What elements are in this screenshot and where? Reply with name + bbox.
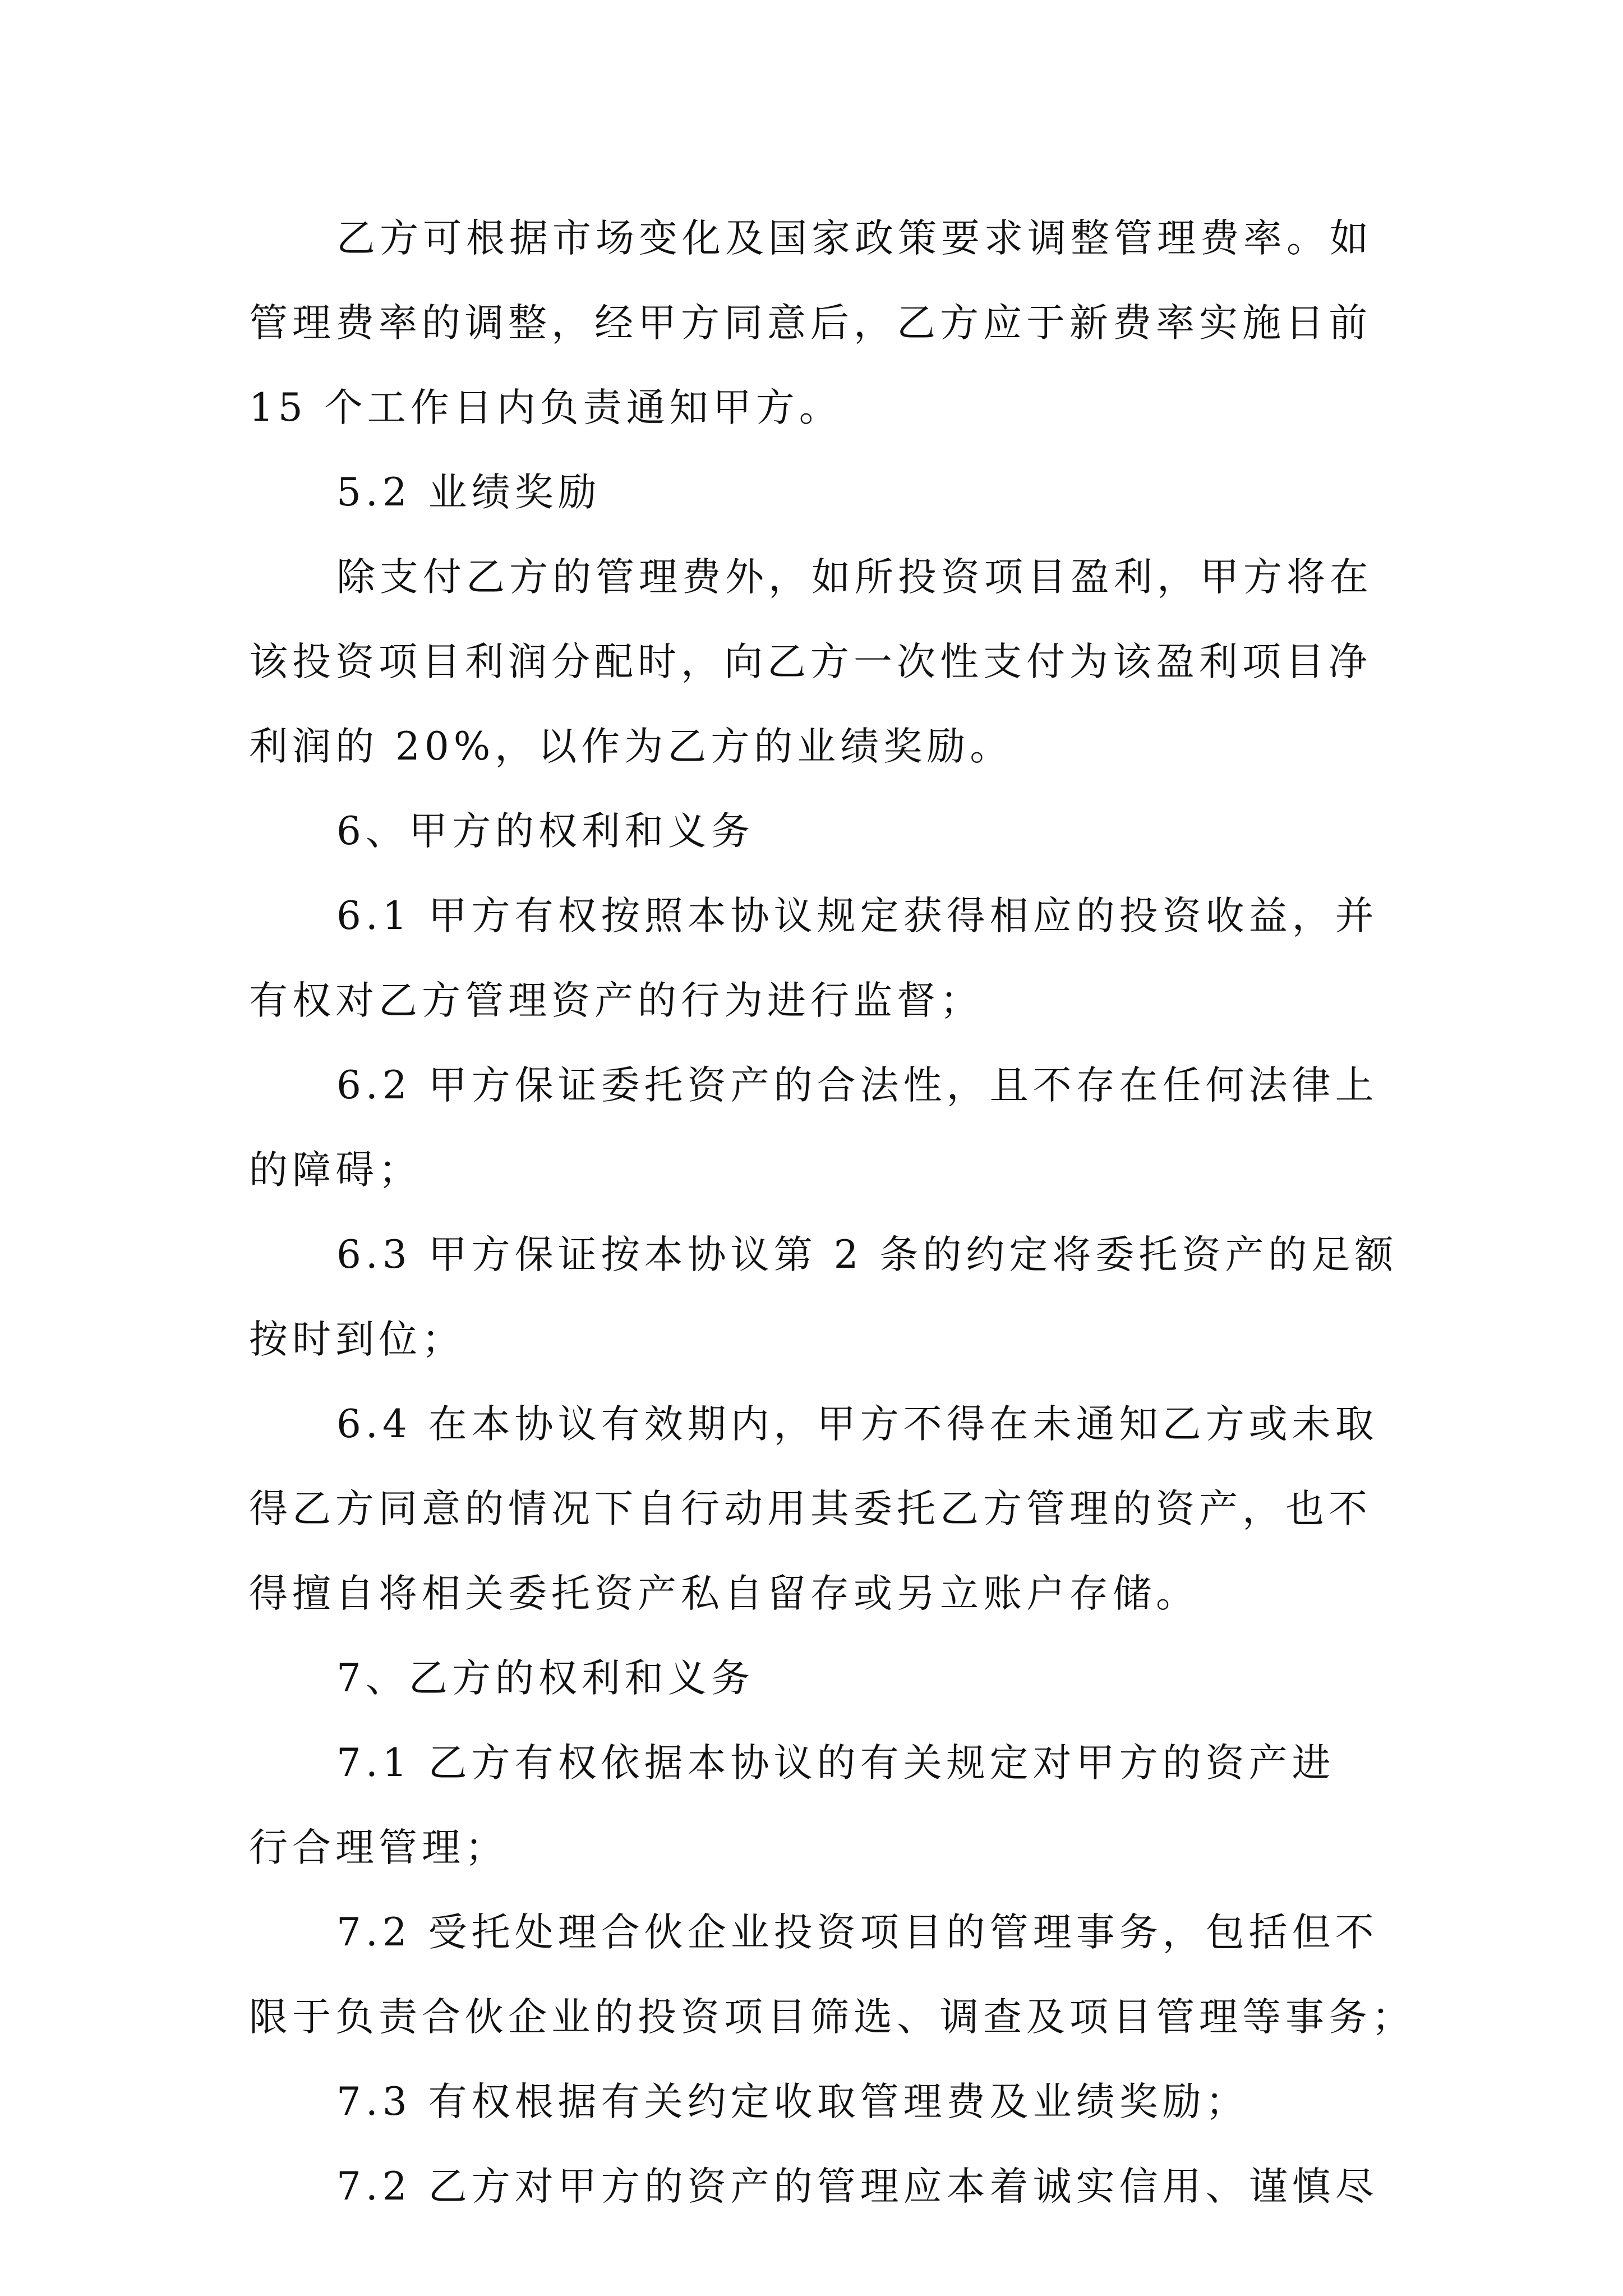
paragraph-line: 利润的 20%，以作为乙方的业绩奖励。 <box>249 724 1013 769</box>
paragraph-line: 除支付乙方的管理费外，如所投资项目盈利，甲方将在 <box>336 555 1373 600</box>
paragraph-line: 乙方可根据市场变化及国家政策要求调整管理费率。如 <box>336 216 1373 261</box>
paragraph-line: 行合理管理； <box>249 1825 508 1870</box>
paragraph-line: 该投资项目利润分配时，向乙方一次性支付为该盈利项目净 <box>249 639 1372 684</box>
paragraph-line: 6.2 甲方保证委托资产的合法性，且不存在任何法律上 <box>336 1063 1378 1108</box>
paragraph-line: 限于负责合伙企业的投资项目筛选、调查及项目管理等事务； <box>249 1995 1415 2040</box>
paragraph-line: 的障碍； <box>249 1148 422 1193</box>
paragraph-line: 7.1 乙方有权依据本协议的有关规定对甲方的资产进 <box>336 1741 1335 1786</box>
paragraph-line: 6.1 甲方有权按照本协议规定获得相应的投资收益，并 <box>336 894 1378 938</box>
paragraph-line: 7.3 有权根据有关约定收取管理费及业绩奖励； <box>336 2079 1249 2124</box>
paragraph-line: 6.3 甲方保证按本协议第 2 条的约定将委托资产的足额 <box>336 1232 1398 1277</box>
paragraph-line: 管理费率的调整，经甲方同意后，乙方应于新费率实施日前 <box>249 301 1372 346</box>
paragraph-line: 得擅自将相关委托资产私自留存或另立账户存储。 <box>249 1571 1199 1616</box>
paragraph-line: 按时到位； <box>249 1317 465 1362</box>
paragraph-line: 得乙方同意的情况下自行动用其委托乙方管理的资产，也不 <box>249 1487 1372 1531</box>
paragraph-line: 7.2 乙方对甲方的资产的管理应本着诚实信用、谨慎尽 <box>336 2164 1378 2209</box>
section-heading: 7、乙方的权利和义务 <box>336 1656 754 1701</box>
section-heading: 5.2 业绩奖励 <box>336 470 601 515</box>
section-heading: 6、甲方的权利和义务 <box>336 809 754 854</box>
paragraph-line: 15 个工作日内负责通知甲方。 <box>249 385 842 430</box>
paragraph-line: 有权对乙方管理资产的行为进行监督； <box>249 978 983 1023</box>
paragraph-line: 7.2 受托处理合伙企业投资项目的管理事务，包括但不 <box>336 1910 1378 1955</box>
paragraph-line: 6.4 在本协议有效期内，甲方不得在未通知乙方或未取 <box>336 1402 1378 1447</box>
